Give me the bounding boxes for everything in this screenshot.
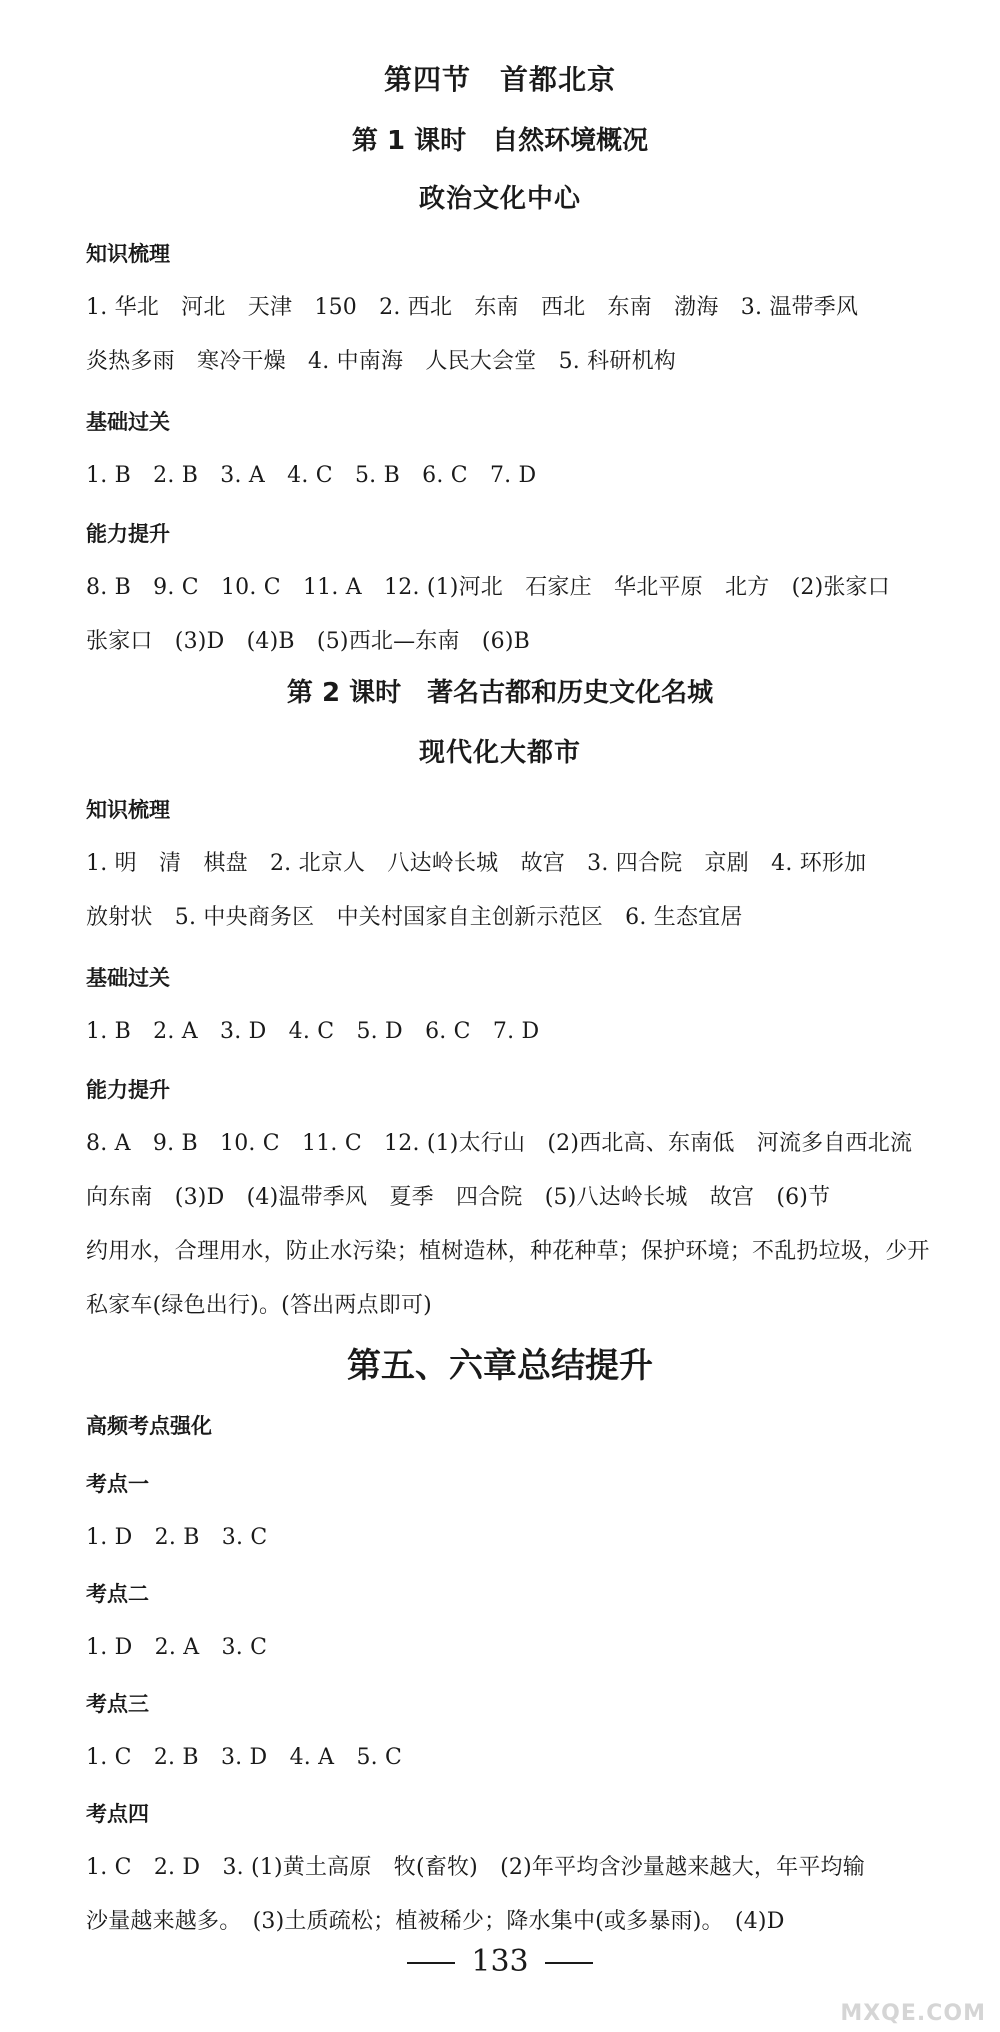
lesson-1-ability-line-1: 8. B 9. C 10. C 11. A 12. (1)河北 石家庄 华北平原 北方 (2)张家口 [86, 575, 890, 600]
watermark-logo [840, 1966, 986, 2026]
lesson-1-basic-heading: 基础过关 [86, 410, 170, 434]
lesson-2-ability-heading: 能力提升 [86, 1078, 170, 1102]
lesson-2-subtitle: 现代化大都市 [418, 738, 581, 768]
chapter-summary-title: 第五、六章总结提升 [347, 1346, 653, 1386]
lesson-1-knowledge-line-2: 炎热多雨 寒冷干燥 4. 中南海 人民大会堂 5. 科研机构 [86, 349, 676, 374]
page-number-left-rule [407, 1962, 455, 1964]
lesson-2-ability-line-4: 私家车(绿色出行)。(答出两点即可) [86, 1293, 432, 1318]
lesson-2-title: 第 2 课时 著名古都和历史文化名城 [286, 678, 714, 708]
lesson-1-knowledge-heading: 知识梳理 [86, 242, 170, 266]
point-4-line-2: 沙量越来越多。 (3)土质疏松；植被稀少；降水集中(或多暴雨)。 (4)D [86, 1909, 785, 1934]
lesson-1-ability-line-2: 张家口 (3)D (4)B (5)西北—东南 (6)B [86, 629, 531, 654]
lesson-1-knowledge-line-1: 1. 华北 河北 天津 150 2. 西北 东南 西北 东南 渤海 3. 温带季风 [86, 295, 859, 320]
section-title: 第四节 首都北京 [383, 63, 616, 96]
point-1-label: 考点一 [86, 1472, 149, 1496]
lesson-2-basic-heading: 基础过关 [86, 966, 170, 990]
point-4-label: 考点四 [86, 1802, 149, 1826]
point-3-label: 考点三 [86, 1692, 149, 1716]
point-3-line: 1. C 2. B 3. D 4. A 5. C [86, 1745, 403, 1770]
lesson-2-knowledge-line-2: 放射状 5. 中央商务区 中关村国家自主创新示范区 6. 生态宜居 [86, 905, 743, 930]
point-2-label: 考点二 [86, 1582, 149, 1606]
lesson-1-subtitle: 政治文化中心 [418, 184, 581, 214]
point-4-line-1: 1. C 2. D 3. (1)黄土高原 牧(畜牧) (2)年平均含沙量越来越大，年平均输 [86, 1855, 865, 1880]
point-2-line: 1. D 2. A 3. C [86, 1635, 268, 1660]
page-number-right-rule [545, 1962, 593, 1964]
lesson-2-knowledge-line-1: 1. 明 清 棋盘 2. 北京人 八达岭长城 故宫 3. 四合院 京剧 4. 环形加 [86, 851, 867, 876]
page-number-value: 133 [471, 1944, 529, 1979]
high-frequency-heading: 高频考点强化 [86, 1414, 212, 1438]
lesson-2-basic-line: 1. B 2. A 3. D 4. C 5. D 6. C 7. D [86, 1019, 540, 1044]
lesson-2-ability-line-1: 8. A 9. B 10. C 11. C 12. (1)太行山 (2)西北高、东南低 河流多自西北流 [86, 1131, 913, 1156]
lesson-1-ability-heading: 能力提升 [86, 522, 170, 546]
lesson-1-title: 第 1 课时 自然环境概况 [351, 126, 649, 156]
lesson-2-ability-line-2: 向东南 (3)D (4)温带季风 夏季 四合院 (5)八达岭长城 故宫 (6)节 [86, 1185, 831, 1210]
watermark-text: MXQE.COM [840, 2001, 986, 2026]
point-1-line: 1. D 2. B 3. C [86, 1525, 268, 1550]
lesson-1-basic-line: 1. B 2. B 3. A 4. C 5. B 6. C 7. D [86, 463, 537, 488]
lesson-2-ability-line-3: 约用水，合理用水，防止水污染；植树造林，种花种草；保护环境；不乱扔垃圾，少开 [86, 1239, 930, 1264]
lesson-2-knowledge-heading: 知识梳理 [86, 798, 170, 822]
